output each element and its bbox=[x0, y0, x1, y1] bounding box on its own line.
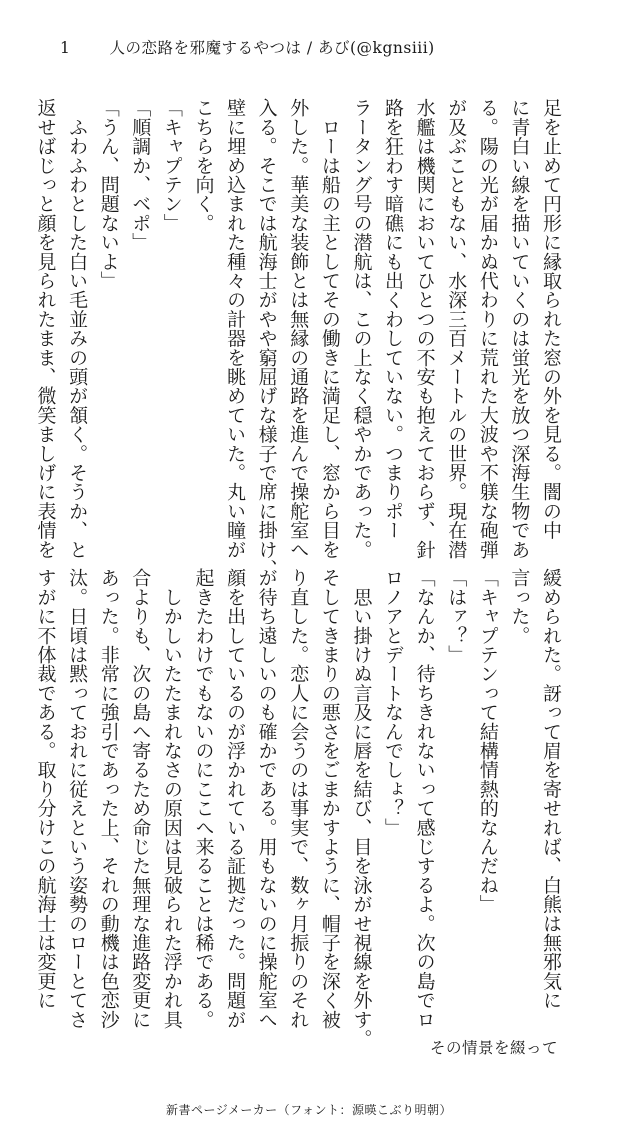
text-line: 「うん、問題ないよ」 bbox=[97, 98, 120, 290]
text-line: こちらを向く。 bbox=[192, 98, 215, 233]
text-line: ロノアとデートなんでしょ？」 bbox=[382, 568, 405, 837]
page-footer: 新書ページメーカー（フォント：源暎こぶり明朝） bbox=[165, 1103, 453, 1117]
text-line: すがに不体裁である。取り分けこの航海士は変更に bbox=[34, 568, 57, 1010]
text-line: 緩められた。訝って眉を寄せれば、白熊は無邪気に bbox=[540, 568, 562, 1010]
text-line: ふわふわとした白い毛並みの頭が頷く。そうか、と bbox=[66, 98, 89, 559]
text-line: 壁に埋め込まれた種々の計器を眺めていた。丸い瞳が bbox=[224, 98, 247, 559]
text-line: しかしいたたまれなさの原因は見破られた浮かれ具 bbox=[160, 568, 183, 1029]
text-line: あった。非常に強引であった上、それの動機は色恋沙 bbox=[97, 568, 120, 1029]
text-line: そしてきまりの悪さをごまかすように、帽子を深く被 bbox=[318, 568, 341, 1029]
page-number: 1 bbox=[60, 39, 71, 57]
text-line: 「順調か、ベポ」 bbox=[129, 98, 152, 252]
text-line: 起きたわけでもないのにここへ来ることは稀である。 bbox=[192, 568, 215, 1029]
text-line: ラータング号の潜航は、この上なく穏やかであった。 bbox=[350, 98, 373, 559]
text-line: が待ち遠しいのも確かである。用もないのに操舵室へ bbox=[255, 568, 278, 1029]
text-line: に青白い線を描いていくのは蛍光を放つ深海生物であ bbox=[508, 98, 531, 559]
text-line: 水艦は機関においてひとつの不安も抱えておらず、針 bbox=[413, 98, 436, 559]
story-title-author: 人の恋路を邪魔するやつは / あび(@kgnsiii) bbox=[109, 39, 435, 57]
text-line: 汰。日頃は黙っておれに従えという姿勢のローとてさ bbox=[66, 568, 89, 1029]
text-line: 入る。そこでは航海士がやや窮屈げな様子で席に掛け、 bbox=[255, 98, 278, 578]
text-line: り直した。恋人に会うのは事実で、数ヶ月振りのそれ bbox=[287, 568, 310, 1029]
text-line: 外した。華美な装飾とは無縁の通路を進んで操舵室へ bbox=[287, 98, 310, 559]
text-line: 路を狂わす暗礁にも出くわしていない。つまりポー bbox=[382, 98, 405, 540]
text-line: ローは船の主としてその働きに満足し、窓から目を bbox=[318, 98, 341, 559]
text-line: 思い掛けぬ言及に唇を結び、目を泳がせ視線を外す。 bbox=[350, 568, 373, 1048]
text-line: 言った。 bbox=[508, 568, 531, 645]
text-line: 「キャプテンって結構情熱的なんだね」 bbox=[476, 568, 499, 914]
text-line: 顔を出しているのが浮かれている証拠だった。問題が bbox=[224, 568, 247, 1029]
text-line: 「はァ？」 bbox=[445, 568, 468, 664]
text-line: 返せばじっと顔を見られたまま、微笑ましげに表情を bbox=[34, 98, 57, 559]
text-line: 足を止めて円形に縁取られた窓の外を見る。闇の中 bbox=[540, 98, 562, 540]
text-column-top bbox=[34, 98, 566, 578]
page-header bbox=[60, 36, 578, 58]
text-line: 「キャプテン」 bbox=[160, 98, 183, 233]
text-line: 合よりも、次の島へ寄るため命じた無理な進路変更に bbox=[129, 568, 152, 1029]
page-caption: その情景を綴って bbox=[429, 1039, 558, 1057]
text-line: 「なんか、待ちきれないって感じするよ。次の島でロ bbox=[413, 568, 436, 1029]
text-line: る。陽の光が届かぬ代わりに荒れた大波や不躾な砲弾 bbox=[476, 98, 499, 559]
text-line: が及ぶこともない、水深三百メートルの世界。現在潜 bbox=[445, 98, 468, 559]
